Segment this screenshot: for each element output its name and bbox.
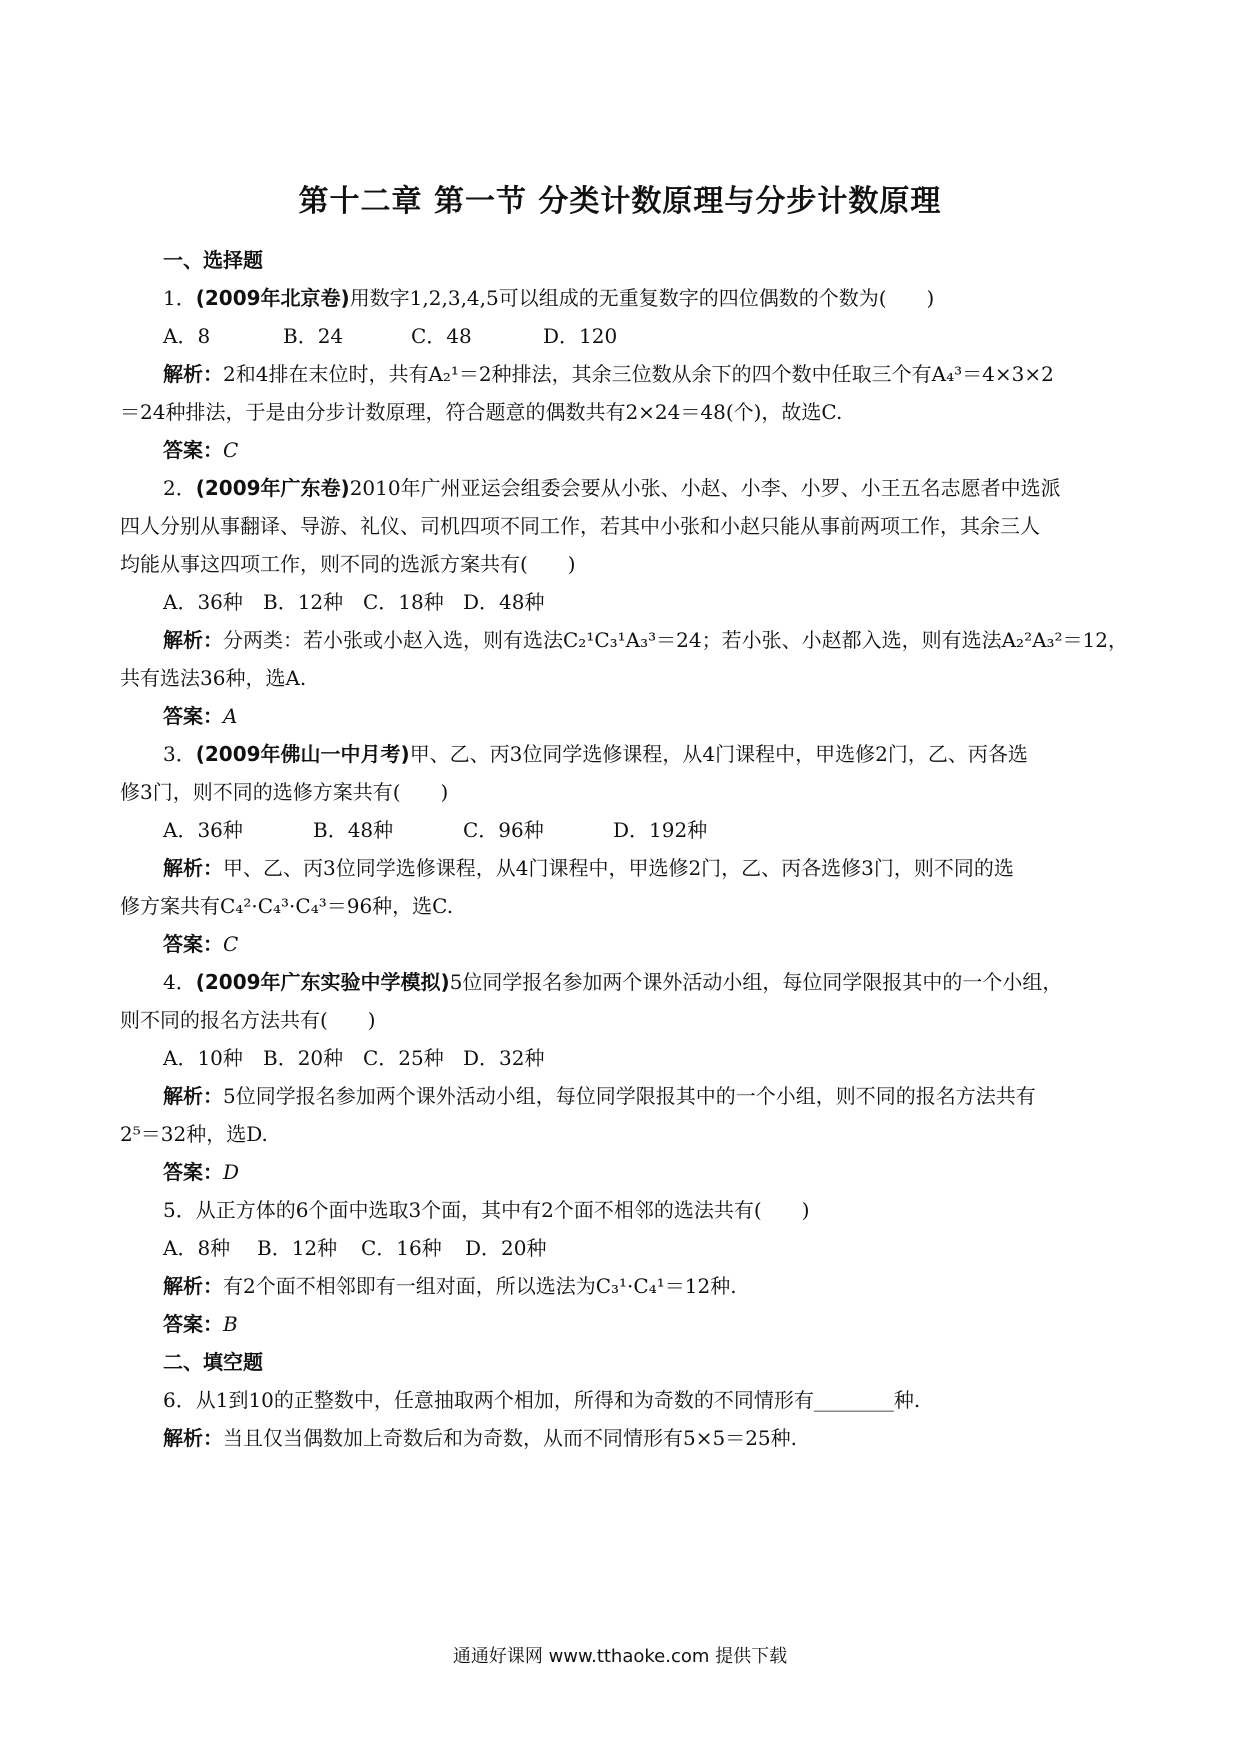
question-number: 2． [163,476,196,500]
answer-value: B [223,1312,238,1336]
question-4-line-2: 则不同的报名方法共有( ) [120,1008,376,1032]
solution-2-line-1: 解析：分两类：若小张或小赵入选，则有选法C₂¹C₃¹A₃³＝24；若小张、小赵都入选，则有选法A₂²A₃²＝12， [163,628,1129,652]
question-5-options [163,1234,1130,1262]
question-number: 5． [163,1198,196,1222]
option-b: B．12种 [257,1236,338,1260]
page-footer: 通通好课网 www.tthaoke.com 提供下载 [452,1646,788,1667]
answer-value: A [223,704,238,728]
question-2-line-1: 2．(2009年广东卷)2010年广州亚运会组委会要从小张、小赵、小李、小罗、小王五名志愿者中选派 [163,476,1061,500]
page-title: 第十二章 第一节 分类计数原理与分步计数原理 [298,184,942,219]
solution-5: 解析：有2个面不相邻即有一组对面，所以选法为C₃¹·C₄¹＝12种. [163,1274,737,1298]
question-6 [163,1386,1130,1414]
question-source: (2009年广东实验中学模拟) [195,970,450,994]
answer-label: 答案： [163,438,223,462]
answer-2 [163,702,1130,730]
option-b: B．12种 [263,590,344,614]
solution-label: 解析： [163,1084,223,1108]
question-2-options [163,588,1130,616]
option-c: C．25种 [363,1046,444,1070]
answer-value: C [223,932,239,956]
question-number: 6． [163,1388,196,1412]
answer-label: 答案： [163,1312,223,1336]
option-c: C．96种 [463,818,544,842]
question-stem: 从1到10的正整数中，任意抽取两个相加，所得和为奇数的不同情形有________种. [195,1388,921,1412]
question-3-line-2: 修3门，则不同的选修方案共有( ) [120,780,449,804]
solution-label: 解析： [163,1274,223,1298]
option-c: C．48 [411,324,472,348]
option-c: C．16种 [361,1236,442,1260]
option-d: D．20种 [465,1236,547,1260]
solution-1-line-1: 解析：2和4排在末位时，共有A₂¹＝2种排法，其余三位数从余下的四个数中任取三个有A₄³＝4×3×2 [163,362,1054,386]
question-2-line-3: 均能从事这四项工作，则不同的选派方案共有( ) [120,552,576,576]
solution-4-line-1: 解析：5位同学报名参加两个课外活动小组，每位同学限报其中的一个小组，则不同的报名方法共有 [163,1084,1036,1108]
answer-value: D [223,1160,240,1184]
option-d: D．48种 [463,590,545,614]
question-source: (2009年北京卷) [195,286,350,310]
solution-6: 解析：当且仅当偶数加上奇数后和为奇数，从而不同情形有5×5＝25种. [163,1426,798,1450]
section-heading-choice: 一、选择题 [163,248,263,272]
option-a: A．36种 [163,818,243,842]
option-a: A．36种 [163,590,243,614]
option-b: B．48种 [313,818,394,842]
solution-label: 解析： [163,628,223,652]
option-d: D．192种 [613,818,708,842]
question-number: 4． [163,970,196,994]
solution-label: 解析： [163,1426,223,1450]
question-3-options [163,816,1130,844]
option-b: B．20种 [263,1046,344,1070]
question-source: (2009年佛山一中月考) [195,742,410,766]
question-stem: 用数字1,2,3,4,5可以组成的无重复数字的四位偶数的个数为( ) [349,286,935,310]
question-5 [163,1196,1130,1224]
question-2-line-2: 四人分别从事翻译、导游、礼仪、司机四项不同工作，若其中小张和小赵只能从事前两项工作，其余三人 [120,514,1040,538]
solution-3-line-2: 修方案共有C₄²·C₄³·C₄³＝96种，选C. [120,894,454,918]
answer-label: 答案： [163,1160,223,1184]
question-number: 1． [163,286,196,310]
option-a: A．8 [163,324,211,348]
question-3-line-1: 3．(2009年佛山一中月考)甲、乙、丙3位同学选修课程，从4门课程中，甲选修2门，乙、丙各选 [163,742,1028,766]
option-a: A．8种 [163,1236,231,1260]
option-d: D．32种 [463,1046,545,1070]
option-b: B．24 [283,324,344,348]
answer-5 [163,1310,1130,1338]
solution-4-line-2: 2⁵＝32种，选D. [120,1122,268,1146]
answer-3 [163,930,1130,958]
solution-2-line-2: 共有选法36种，选A. [120,666,307,690]
answer-label: 答案： [163,932,223,956]
option-d: D．120 [543,324,618,348]
question-number: 3． [163,742,196,766]
section-heading-fill: 二、填空题 [163,1350,263,1374]
question-stem: 从正方体的6个面中选取3个面，其中有2个面不相邻的选法共有( ) [195,1198,810,1222]
answer-4 [163,1158,1130,1186]
option-a: A．10种 [163,1046,243,1070]
question-source: (2009年广东卷) [195,476,350,500]
question-1-options [163,322,1130,350]
answer-1 [163,436,1130,464]
solution-1-line-2: ＝24种排法，于是由分步计数原理，符合题意的偶数共有2×24＝48(个)，故选C. [120,400,843,424]
question-4-line-1: 4．(2009年广东实验中学模拟)5位同学报名参加两个课外活动小组，每位同学限报其中的一个小组， [163,970,1063,994]
solution-label: 解析： [163,362,223,386]
solution-3-line-1: 解析：甲、乙、丙3位同学选修课程，从4门课程中，甲选修2门，乙、丙各选修3门，则不同的选 [163,856,1014,880]
question-4-options [163,1044,1130,1072]
option-c: C．18种 [363,590,444,614]
answer-label: 答案： [163,704,223,728]
question-1 [163,284,1130,312]
answer-value: C [223,438,239,462]
solution-label: 解析： [163,856,223,880]
